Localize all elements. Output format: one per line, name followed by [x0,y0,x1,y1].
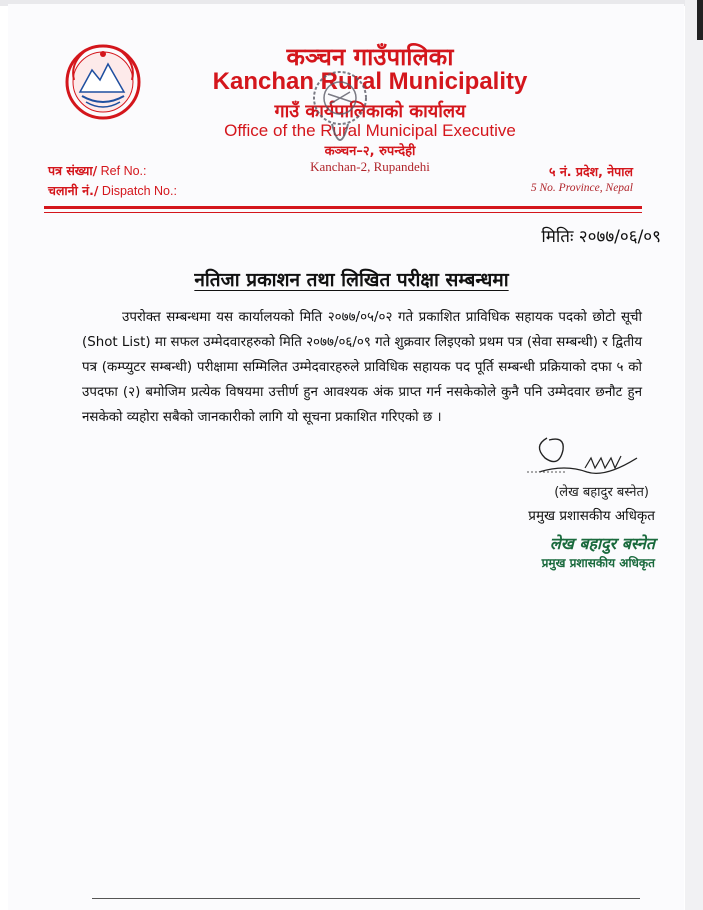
name-stamp: लेख बहादुर बस्नेत [549,534,655,553]
office-seal-stamp [302,64,378,160]
municipality-name-nepali: कञ्चन गाउँपालिका [286,43,454,71]
letter-subject: नतिजा प्रकाशन तथा लिखित परीक्षा सम्बन्धमा [194,269,509,291]
title-stamp: प्रमुख प्रशासकीय अधिकृत [541,556,655,570]
office-name-english: Office of the Rural Municipal Executive [224,121,516,140]
address-nepali: कञ्चन–२, रुपन्देही [324,144,416,159]
nepal-emblem-logo [62,40,144,126]
footer-rule [92,898,640,899]
scan-edge [697,0,703,40]
province-nepali: ५ नं. प्रदेश, नेपाल [549,164,633,179]
ref-number-label [48,162,147,179]
signatory-title: प्रमुख प्रशासकीय अधिकृत [528,508,655,524]
ref-label-nepali: पत्र संख्या/ [48,163,98,178]
handwritten-signature [525,428,645,490]
office-name-nepali: गाउँ कार्यपालिकाको कार्यालय [274,101,466,122]
dispatch-number-label [48,182,177,199]
province-english: 5 No. Province, Nepal [530,182,633,194]
municipality-name-english: Kanchan Rural Municipality [212,68,528,95]
header-divider [44,206,642,209]
address-english: Kanchan-2, Rupandehi [310,159,430,174]
scan-edge [685,0,703,910]
letter-body: उपरोक्त सम्बन्धमा यस कार्यालयको मिति २०७७/०५/०२ गते प्रकाशित प्राविधिक सहायक पदको छोटो सूची (Shot List) मा सफल उम्मेदवारहरुको मिति २०७७/०६/०९ गते शुक्रवार लिइएको प्रथम पत्र (सेवा सम्बन्धी) र द्वितीय पत्र (कम्प्युटर सम्बन्धी) परीक्षामा सम्मिलित उम्मेदवारहरुले प्राविधिक सहायक पद पूर्ति सम्बन्धी प्रक्रियाको दफा ५ को उपदफा (२) बमोजिम प्रत्येक विषयमा उत्तीर्ण हुन आवश्यक अंक प्राप्त गर्न नसकेकोले कुनै पनि उम्मेदवार छनौट हुन नसकेको व्यहोरा सबैको जानकारीको लागि यो सूचना प्रकाशित गरिएको छ । [82,310,642,425]
header-divider-thin [44,212,642,213]
ref-label-english: Ref No.: [100,164,147,178]
signatory-name: (लेख बहादुर बस्नेत) [554,485,649,500]
letter-date: मितिः २०७७/०६/०९ [541,227,661,247]
dispatch-label-nepali: चलानी नं./ [48,183,99,198]
dispatch-label-english: Dispatch No.: [101,184,177,198]
